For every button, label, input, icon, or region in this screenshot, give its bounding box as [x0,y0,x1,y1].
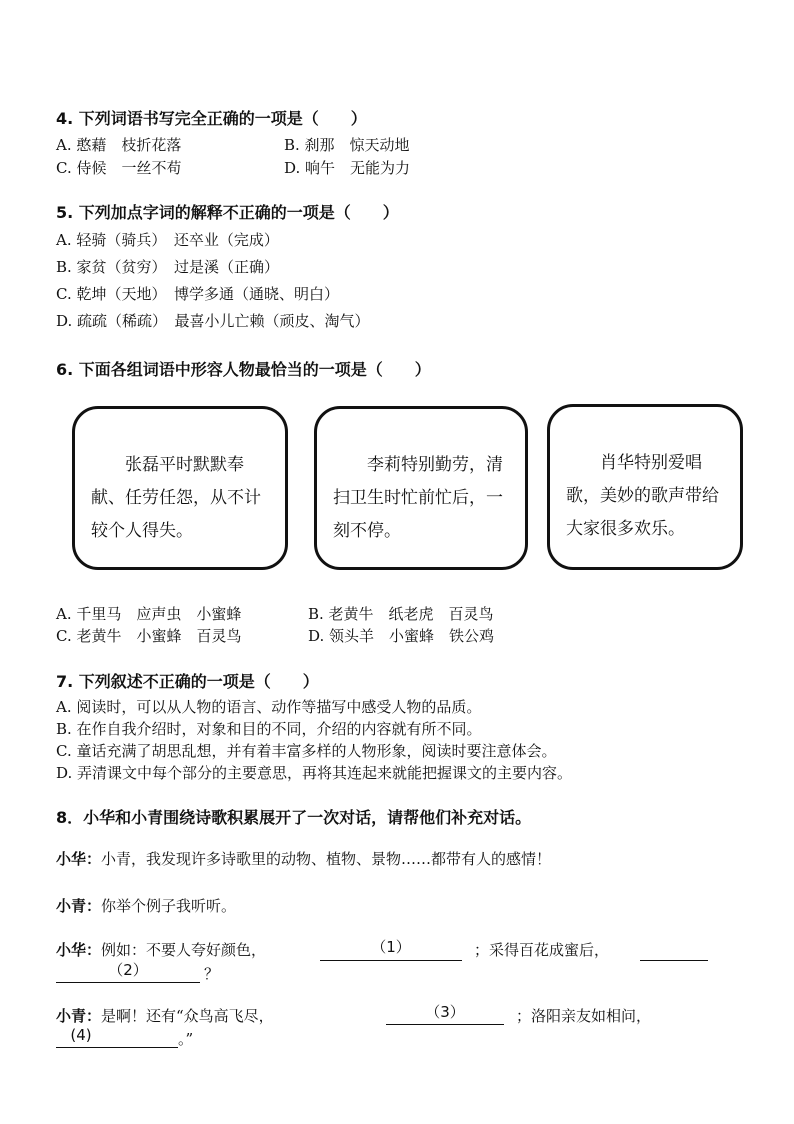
dialog-line-3 [56,943,266,958]
blank-label-2: （2） [108,961,148,979]
dialog-line-2 [56,899,236,914]
q5-title: 5. 下列加点字词的解释不正确的一项是（ ） [56,203,399,222]
dialog-line-4 [56,1009,274,1024]
q6-option-b: B. 老黄牛 纸老虎 百灵鸟 [308,605,494,623]
speaker-xiaohua: 小华： [56,941,102,959]
description-text-1: 张磊平时默默奉献、任劳任怨，从不计较个人得失。 [91,455,261,541]
answer-blank-1[interactable] [320,960,462,961]
dialog-text-4b: ；洛阳亲友如相问， [516,1007,652,1025]
answer-blank-3[interactable] [386,1024,504,1025]
q4-option-c: C. 侍候 一丝不苟 [56,159,182,177]
q8-title: 8．小华和小青围绕诗歌积累展开了一次对话，请帮他们补充对话。 [56,808,532,827]
blank-label-4: (4) [70,1026,92,1044]
q4-option-d: D. 响午 无能为力 [284,159,411,177]
dialog-line-1 [56,852,551,867]
q7-option-d: D. 弄清课文中每个部分的主要意思，再将其连起来就能把握课文的主要内容。 [56,764,573,782]
q4-option-a: A. 憨藉 枝折花落 [56,136,182,154]
description-text-2: 李莉特别勤劳，清扫卫生时忙前忙后，一刻不停。 [333,455,503,541]
dialog-text-3a: 例如：不要人夸好颜色， [101,941,267,959]
q6-title: 6. 下面各组词语中形容人物最恰当的一项是（ ） [56,360,431,379]
answer-blank-4[interactable] [56,1047,178,1048]
dialog-text-4c: 。” [178,1030,194,1048]
dialog-text-3b: ；采得百花成蜜后， [474,941,610,959]
q5-option-c: C. 乾坤（天地） 博学多通（通晓、明白） [56,285,339,303]
q6-option-a: A. 千里马 应声虫 小蜜蜂 [56,605,242,623]
q4-title: 4. 下列词语书写完全正确的一项是（ ） [56,109,367,128]
speaker-xiaohua: 小华： [56,850,102,868]
q7-title: 7. 下列叙述不正确的一项是（ ） [56,672,319,691]
answer-blank-2a[interactable] [640,960,708,961]
description-box-3 [547,404,743,570]
q5-option-b: B. 家贫（贫穷） 过是溪（正确） [56,258,280,276]
blank-label-1: （1） [371,938,411,956]
q7-option-b: B. 在作自我介绍时，对象和目的不同，介绍的内容就有所不同。 [56,720,482,738]
q5-option-d: D. 疏疏（稀疏） 最喜小儿亡赖（顽皮、淘气） [56,312,370,330]
description-box-1 [72,406,288,570]
dialog-text-3c: ？ [204,965,220,983]
q5-option-a: A. 轻骑（骑兵） 还卒业（完成） [56,231,279,249]
dialog-text-1: 小青，我发现许多诗歌里的动物、植物、景物……都带有人的感情！ [101,850,552,868]
q7-option-c: C. 童话充满了胡思乱想，并有着丰富多样的人物形象，阅读时要注意体会。 [56,742,557,760]
speaker-xiaoqing: 小青： [56,897,102,915]
description-text-3: 肖华特别爱唱歌，美妙的歌声带给大家很多欢乐。 [566,453,719,539]
q6-option-c: C. 老黄牛 小蜜蜂 百灵鸟 [56,627,242,645]
q6-option-d: D. 领头羊 小蜜蜂 铁公鸡 [308,627,495,645]
q7-option-a: A. 阅读时，可以从人物的语言、动作等描写中感受人物的品质。 [56,698,482,716]
dialog-text-4a: 是啊！还有“众鸟高飞尽， [101,1007,274,1025]
speaker-xiaoqing: 小青： [56,1007,102,1025]
blank-label-3: （3） [425,1003,465,1021]
description-box-2 [314,406,528,570]
answer-blank-2[interactable] [56,982,200,983]
dialog-text-2: 你举个例子我听听。 [101,897,237,915]
q4-option-b: B. 刹那 惊天动地 [284,136,410,154]
